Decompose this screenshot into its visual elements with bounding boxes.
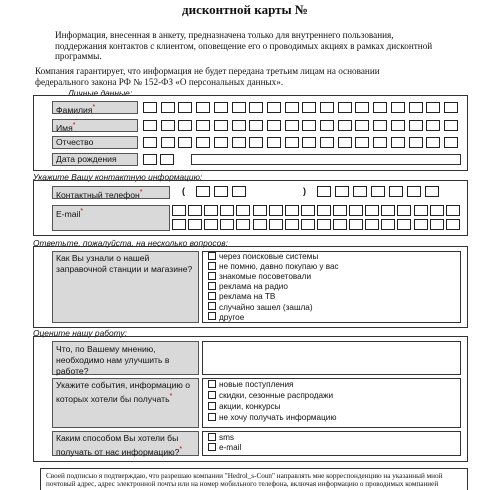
- middlename-label: [52, 136, 138, 149]
- survey-option-label: реклама на ТВ: [219, 292, 276, 302]
- improve-question-text: Что, по Вашему мнению, необходимо нам улучшить в работе?: [56, 344, 170, 376]
- email-char-cell[interactable]: [188, 205, 202, 216]
- page-title: дисконтной карты №: [182, 2, 308, 17]
- phone-digit-cell[interactable]: [407, 186, 421, 197]
- intro-line: программы.: [55, 51, 102, 62]
- char-cell[interactable]: [249, 137, 263, 148]
- email-char-cell[interactable]: [301, 205, 315, 216]
- email-char-cell[interactable]: [414, 205, 428, 216]
- email-char-cell[interactable]: [397, 205, 411, 216]
- checkbox[interactable]: [208, 252, 216, 260]
- email-char-cell[interactable]: [349, 205, 363, 216]
- char-cell[interactable]: [302, 102, 316, 113]
- email-char-cell[interactable]: [220, 205, 234, 216]
- char-cell[interactable]: [302, 137, 316, 148]
- checkbox[interactable]: [208, 391, 216, 399]
- channel-option-label: sms: [219, 433, 235, 442]
- char-cell[interactable]: [249, 120, 263, 131]
- required-mark: *: [179, 446, 183, 453]
- channel-option-label: e-mail: [219, 443, 242, 452]
- checkbox[interactable]: [208, 380, 216, 388]
- survey-option[interactable]: [208, 272, 311, 282]
- channel-question-text: Каким способом Вы хотели бы получать от нас информацию?: [56, 433, 180, 457]
- char-cell[interactable]: [249, 102, 263, 113]
- event-option[interactable]: [208, 380, 293, 390]
- char-cell[interactable]: [267, 102, 281, 113]
- email-char-cell[interactable]: [333, 205, 347, 216]
- phone-label: [52, 186, 170, 199]
- email-char-cell[interactable]: [172, 205, 186, 216]
- checkbox[interactable]: [208, 282, 216, 290]
- phone-label-text: Контактный телефон: [56, 189, 140, 200]
- checkbox[interactable]: [208, 312, 216, 320]
- char-cell[interactable]: [338, 120, 352, 131]
- email-char-cell[interactable]: [365, 205, 379, 216]
- char-cell[interactable]: [143, 154, 157, 165]
- char-cell[interactable]: [285, 102, 299, 113]
- checkbox[interactable]: [208, 262, 216, 270]
- email-char-cell[interactable]: [365, 219, 379, 230]
- phone-digit-cell[interactable]: [425, 186, 439, 197]
- email-char-cell[interactable]: [349, 219, 363, 230]
- event-option[interactable]: [208, 391, 333, 401]
- paren-open: (: [182, 186, 185, 196]
- char-cell[interactable]: [178, 137, 192, 148]
- intro-line: поддержания контактов с клиентом, оповещение его о проводимых акциях в рамках дисконтной: [55, 40, 433, 51]
- guarantee-line: федерального закона РФ № 152-ФЗ «О персональных данных».: [35, 76, 284, 87]
- email-char-cell[interactable]: [414, 219, 428, 230]
- char-cell[interactable]: [444, 137, 458, 148]
- phone-digit-cell[interactable]: [214, 186, 228, 197]
- checkbox[interactable]: [208, 272, 216, 280]
- email-char-cell[interactable]: [204, 205, 218, 216]
- checkbox[interactable]: [208, 413, 216, 421]
- email-label: [52, 205, 170, 231]
- event-option[interactable]: [208, 413, 337, 423]
- phone-digit-cell[interactable]: [317, 186, 331, 197]
- survey-option[interactable]: [208, 292, 275, 302]
- survey-option[interactable]: [208, 282, 288, 292]
- survey-option-label: через поисковые системы: [219, 252, 319, 261]
- required-mark: *: [139, 189, 143, 196]
- char-cell[interactable]: [196, 137, 210, 148]
- checkbox[interactable]: [208, 443, 216, 451]
- char-cell[interactable]: [143, 102, 157, 113]
- char-cell[interactable]: [338, 137, 352, 148]
- char-cell[interactable]: [444, 120, 458, 131]
- email-char-cell[interactable]: [236, 219, 250, 230]
- email-char-cell[interactable]: [253, 205, 267, 216]
- survey-option-label: реклама на радио: [219, 282, 288, 292]
- lastname-label-text: Фамилия: [56, 104, 93, 115]
- intro-text: [55, 30, 465, 62]
- char-cell[interactable]: [444, 102, 458, 113]
- char-cell[interactable]: [161, 137, 175, 148]
- email-char-cell[interactable]: [172, 219, 186, 230]
- email-char-cell[interactable]: [333, 219, 347, 230]
- required-mark: *: [72, 122, 76, 129]
- email-char-cell[interactable]: [253, 219, 267, 230]
- char-cell[interactable]: [409, 120, 423, 131]
- char-cell[interactable]: [426, 102, 440, 113]
- channel-option[interactable]: [208, 443, 241, 453]
- char-cell[interactable]: [426, 120, 440, 131]
- survey-section-title: Ответьте, пожалуйста, на несколько вопросов:: [33, 238, 228, 248]
- channel-question: [52, 431, 199, 456]
- char-cell[interactable]: [214, 120, 228, 131]
- rating-section-title: Оцените нашу работу:: [33, 328, 127, 338]
- guarantee-text: [35, 66, 465, 87]
- email-char-cell[interactable]: [430, 219, 444, 230]
- phone-digit-cell[interactable]: [196, 186, 210, 197]
- checkbox[interactable]: [208, 402, 216, 410]
- firstname-label-text: Имя: [56, 122, 73, 133]
- char-cell[interactable]: [161, 102, 175, 113]
- char-cell[interactable]: [355, 120, 369, 131]
- char-cell[interactable]: [267, 120, 281, 131]
- email-char-cell[interactable]: [381, 219, 395, 230]
- email-char-cell[interactable]: [220, 219, 234, 230]
- birthdate-label-text: Дата рождения: [56, 154, 117, 164]
- survey-option[interactable]: [208, 303, 313, 313]
- intro-line: Информация, внесенная в анкету, предназначена только для внутреннего пользования,: [55, 30, 394, 40]
- char-cell[interactable]: [391, 120, 405, 131]
- email-char-cell[interactable]: [430, 205, 444, 216]
- char-cell[interactable]: [178, 102, 192, 113]
- char-cell[interactable]: [161, 120, 175, 131]
- event-option-label: скидки, сезонные распродажи: [219, 391, 334, 400]
- checkbox[interactable]: [208, 292, 216, 300]
- checkbox[interactable]: [208, 302, 216, 310]
- char-cell[interactable]: [355, 137, 369, 148]
- phone-digit-cell[interactable]: [353, 186, 367, 197]
- survey-option-label: знакомые посоветовали: [219, 272, 312, 282]
- event-option-label: акции, конкурсы: [219, 402, 281, 411]
- middlename-label-text: Отчество: [56, 137, 94, 147]
- birthdate-extra-field[interactable]: [191, 154, 461, 165]
- char-cell[interactable]: [338, 102, 352, 113]
- firstname-label: [52, 119, 138, 132]
- email-char-cell[interactable]: [381, 205, 395, 216]
- events-question: [52, 378, 199, 428]
- improve-answer-field[interactable]: [202, 341, 461, 375]
- char-cell[interactable]: [232, 137, 246, 148]
- improve-question: [52, 341, 199, 375]
- email-char-cell[interactable]: [317, 219, 331, 230]
- survey-option[interactable]: [208, 252, 318, 262]
- email-char-cell[interactable]: [301, 219, 315, 230]
- phone-digit-cell[interactable]: [335, 186, 349, 197]
- char-cell[interactable]: [143, 137, 157, 148]
- birthdate-label: [52, 153, 138, 166]
- char-cell[interactable]: [232, 120, 246, 131]
- char-cell[interactable]: [320, 137, 334, 148]
- char-cell[interactable]: [285, 137, 299, 148]
- paren-close: ): [303, 186, 306, 196]
- event-option[interactable]: [208, 402, 280, 412]
- char-cell[interactable]: [320, 120, 334, 131]
- char-cell[interactable]: [355, 102, 369, 113]
- event-option-label: новые поступления: [219, 380, 294, 389]
- char-cell[interactable]: [160, 154, 174, 165]
- email-char-cell[interactable]: [269, 205, 283, 216]
- email-char-cell[interactable]: [188, 219, 202, 230]
- email-char-cell[interactable]: [397, 219, 411, 230]
- char-cell[interactable]: [373, 120, 387, 131]
- lastname-label: [52, 101, 138, 114]
- char-cell[interactable]: [302, 120, 316, 131]
- char-cell[interactable]: [267, 137, 281, 148]
- phone-digit-cell[interactable]: [389, 186, 403, 197]
- char-cell[interactable]: [391, 102, 405, 113]
- char-cell[interactable]: [320, 102, 334, 113]
- consent-line: почтовый адрес, адрес электронной почты или на номер мобильного телефона, включая информацию о проводимых компанией: [46, 480, 439, 489]
- event-option-label: не хочу получать информацию: [219, 413, 337, 422]
- survey-question: [52, 251, 199, 323]
- survey-option-label: не помню, давно покупаю у вас: [219, 262, 339, 272]
- checkbox[interactable]: [208, 433, 216, 441]
- survey-option-label: другое: [219, 312, 245, 322]
- survey-option[interactable]: [208, 262, 339, 272]
- required-mark: *: [92, 104, 96, 111]
- required-mark: *: [169, 393, 173, 400]
- guarantee-line: Компания гарантирует, что информация не будет передана третьим лицам на основании: [35, 66, 380, 76]
- char-cell[interactable]: [143, 120, 157, 131]
- email-char-cell[interactable]: [204, 219, 218, 230]
- email-char-cell[interactable]: [446, 205, 460, 216]
- survey-option-label: случайно зашел (зашла): [219, 302, 313, 312]
- char-cell[interactable]: [196, 120, 210, 131]
- char-cell[interactable]: [178, 120, 192, 131]
- email-char-cell[interactable]: [285, 219, 299, 230]
- char-cell[interactable]: [409, 102, 423, 113]
- char-cell[interactable]: [409, 137, 423, 148]
- survey-option[interactable]: [208, 313, 244, 323]
- email-label-text: E-mail: [56, 208, 81, 219]
- contact-section-title: Укажите Вашу контактную информацию:: [33, 172, 203, 182]
- channel-option[interactable]: [208, 433, 234, 443]
- phone-digit-cell[interactable]: [232, 186, 246, 197]
- consent-line: Своей подписью я подтверждаю, что разрешаю компании "Hedrol_s-Coun" направлять мне корреспонденцию на указанный мной: [46, 472, 443, 480]
- char-cell[interactable]: [232, 102, 246, 113]
- char-cell[interactable]: [373, 137, 387, 148]
- required-mark: *: [80, 208, 84, 215]
- events-question-text: Укажите события, информацию о которых хотели бы получать: [56, 380, 190, 404]
- char-cell[interactable]: [214, 102, 228, 113]
- email-char-cell[interactable]: [446, 219, 460, 230]
- email-char-cell[interactable]: [285, 205, 299, 216]
- consent-text: [46, 472, 464, 489]
- email-char-cell[interactable]: [269, 219, 283, 230]
- char-cell[interactable]: [391, 137, 405, 148]
- email-char-cell[interactable]: [236, 205, 250, 216]
- char-cell[interactable]: [373, 102, 387, 113]
- char-cell[interactable]: [214, 137, 228, 148]
- email-char-cell[interactable]: [317, 205, 331, 216]
- phone-digit-cell[interactable]: [371, 186, 385, 197]
- char-cell[interactable]: [285, 120, 299, 131]
- survey-question-text: Как Вы узнали о нашей заправочной станции и магазине?: [56, 253, 193, 274]
- char-cell[interactable]: [426, 137, 440, 148]
- char-cell[interactable]: [196, 102, 210, 113]
- personal-section-title: Личные данные:: [68, 88, 133, 98]
